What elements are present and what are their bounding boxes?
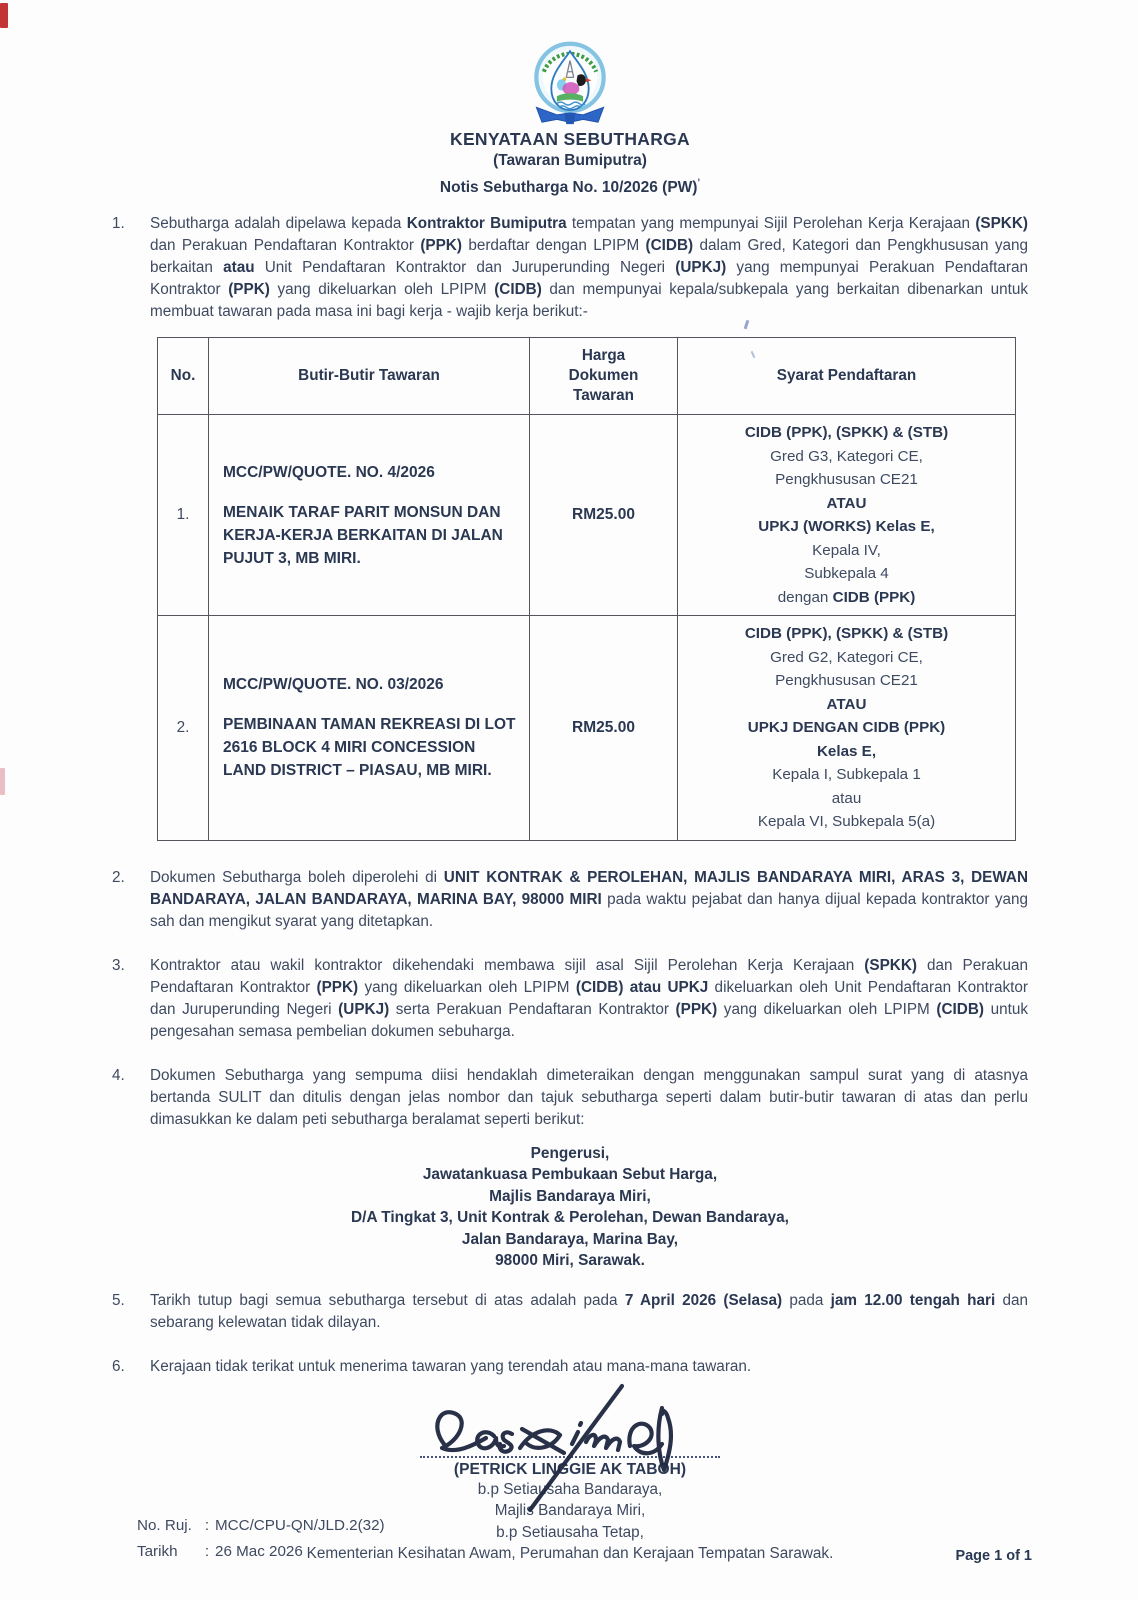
reference-number-row <box>137 1513 385 1539</box>
table-header-row <box>158 338 1016 415</box>
handwritten-signature <box>410 1382 730 1514</box>
row2-details <box>209 616 530 841</box>
mbm-crest-logo <box>526 40 614 126</box>
page-number: Page 1 of 1 <box>955 1548 1032 1564</box>
column-header-requirements: Syarat Pendaftaran <box>678 338 1016 415</box>
notice-number: Notis Sebutharga No. 10/2026 (PW) <box>439 179 698 197</box>
paragraph-4-text: Dokumen Sebutharga yang sempuma diisi hendaklah dimeteraikan dengan menggunakan sampul surat yang di atasnya bertanda SULIT dan ditulis dengan jelas nombor dan tajuk sebutharga seperti dalam butir-butir tawaran di atas dan perlu dimasukkan ke dalam peti sebutharga beralamat seperti berikut: <box>150 1066 1028 1128</box>
column-header-price: Harga Dokumen Tawaran <box>530 338 678 415</box>
paragraph-6 <box>112 1356 1028 1378</box>
paragraph-3-number: 3. <box>112 956 125 974</box>
row2-no: 2. <box>158 616 209 841</box>
paragraph-4-number: 4. <box>112 1066 125 1084</box>
paragraph-1-text: Sebutharga adalah dipelawa kepada Kontraktor Bumiputra tempatan yang mempunyai Sijil Perolehan Kerja Kerajaan (SPKK) dan Perakuan Pendaftaran Kontraktor (PPK) berdaftar dengan LPIPM (CIDB) dalam Gred, Kategori dan Pengkhususan yang berkaitan atau Unit Pendaftaran Kontraktor dan Juruperunding Negeri (UPKJ) yang mempunyai Perakuan Pendaftaran Kontraktor (PPK) yang dikeluarkan oleh LPIPM (CIDB) dan mempunyai kepala/subkepala yang berkaitan dibenarkan untuk membuat tawaran pada masa ini bagi kerja - wajib kerja berikut:- <box>150 215 1029 321</box>
date-label: Tarikh <box>137 1543 178 1560</box>
reference-separator: : <box>204 1517 210 1534</box>
table-row <box>158 415 1016 616</box>
row1-registration-requirements: CIDB (PPK), (SPKK) & (STB) Gred G3, Kategori CE, Pengkhususan CE21 ATAU UPKJ (WORKS) Kelas E, Kepala IV, Subkepala 4 dengan CIDB (PPK) <box>678 415 1016 616</box>
signer-name: (PETRICK LINGGIE AK TABOH) <box>453 1460 687 1478</box>
reference-label: No. Ruj. <box>137 1517 192 1534</box>
date-separator: : <box>204 1543 210 1560</box>
paragraph-5-number: 5. <box>112 1291 125 1309</box>
signer-designation: b.p Setiausaha Bandaraya, Majlis Bandaraya Miri, b.p Setiausaha Tetap, Kementerian Kesihatan Awam, Perumahan dan Kerajaan Tempatan Sarawak. <box>306 1480 834 1563</box>
row2-document-price: RM25.00 <box>530 616 678 841</box>
row1-details <box>209 415 530 616</box>
date-row <box>137 1539 385 1565</box>
row2-work-title: PEMBINAAN TAMAN REKREASI DI LOT 2616 BLOCK 4 MIRI CONCESSION LAND DISTRICT – PIASAU, MB MIRI. <box>223 716 516 780</box>
scan-noise-apostrophe: ' <box>697 177 701 189</box>
paragraph-5 <box>112 1290 1028 1334</box>
column-header-no: No. <box>158 338 209 415</box>
page-subtitle: (Tawaran Bumiputra) <box>493 152 647 169</box>
reference-value: MCC/CPU-QN/JLD.2(32) <box>215 1517 385 1534</box>
paragraph-1 <box>112 213 1028 323</box>
row1-work-title: MENAIK TARAF PARIT MONSUN DAN KERJA-KERJA BERKAITAN DI JALAN PUJUT 3, MB MIRI. <box>223 503 503 567</box>
quotation-table <box>157 337 1016 841</box>
document-footer <box>137 1513 385 1565</box>
paragraph-2-text: Dokumen Sebutharga boleh diperolehi di UNIT KONTRAK & PEROLEHAN, MAJLIS BANDARAYA MIRI, ARAS 3, DEWAN BANDARAYA, JALAN BANDARAYA, MARINA BAY, 98000 MIRI pada waktu pejabat dan hanya dijual kepada kontraktor yang sah dan mengikut syarat yang ditetapkan. <box>150 868 1029 930</box>
row1-quote-number: MCC/PW/QUOTE. NO. 4/2026 <box>223 463 435 481</box>
paragraph-6-number: 6. <box>112 1357 125 1375</box>
paragraph-2 <box>112 867 1028 933</box>
paragraph-6-text: Kerajaan tidak terikat untuk menerima tawaran yang terendah atau mana-mana tawaran. <box>150 1357 752 1375</box>
row2-registration-requirements: CIDB (PPK), (SPKK) & (STB) Gred G2, Kategori CE, Pengkhususan CE21 ATAU UPKJ DENGAN CIDB (PPK) Kelas E, Kepala I, Subkepala 1 atau Kepala VI, Subkepala 5(a) <box>678 616 1016 841</box>
date-value: 26 Mac 2026 <box>215 1543 303 1560</box>
row1-no: 1. <box>158 415 209 616</box>
row2-quote-number: MCC/PW/QUOTE. NO. 03/2026 <box>223 676 444 694</box>
paragraph-3-text: Kontraktor atau wakil kontraktor dikehendaki membawa sijil asal Sijil Perolehan Kerja Kerajaan (SPKK) dan Perakuan Pendaftaran Kontraktor (PPK) yang dikeluarkan oleh LPIPM (CIDB) atau UPKJ dikeluarkan oleh Unit Pendaftaran Kontraktor dan Juruperunding Negeri (UPKJ) serta Perakuan Pendaftaran Kontraktor (PPK) yang dikeluarkan oleh LPIPM (CIDB) untuk pengesahan semasa pembelian dokumen sebuharga. <box>150 956 1028 1040</box>
document-header <box>112 128 1028 199</box>
paragraph-2-number: 2. <box>112 868 125 886</box>
page-title: KENYATAAN SEBUTHARGA <box>450 129 690 149</box>
paragraph-3 <box>112 955 1028 1043</box>
column-header-details: Butir-Butir Tawaran <box>209 338 530 415</box>
submission-address: Pengerusi, Jawatankuasa Pembukaan Sebut Harga, Majlis Bandaraya Miri, D/A Tingkat 3, Unit Kontrak & Perolehan, Dewan Bandaraya, Jalan Bandaraya, Marina Bay, 98000 Miri, Sarawak. <box>351 1144 789 1270</box>
paragraph-4 <box>112 1065 1028 1131</box>
row1-document-price: RM25.00 <box>530 415 678 616</box>
notice-number-line <box>112 172 1028 199</box>
paragraph-1-number: 1. <box>112 215 125 233</box>
table-row <box>158 616 1016 841</box>
paragraph-5-text: Tarikh tutup bagi semua sebutharga tersebut di atas adalah pada 7 April 2026 (Selasa) pada jam 12.00 tengah hari dan sebarang kelewatan tidak dilayan. <box>150 1291 1028 1331</box>
